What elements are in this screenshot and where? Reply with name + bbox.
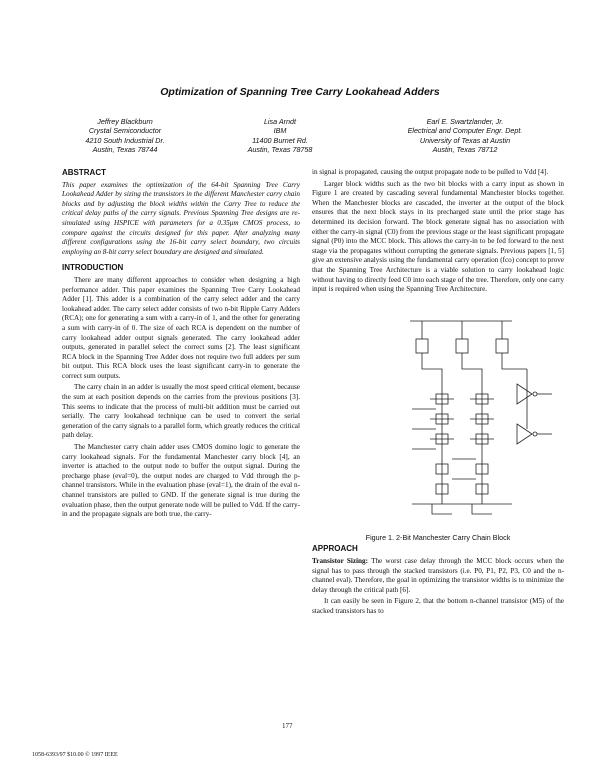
abstract-heading: ABSTRACT (62, 168, 106, 177)
approach-paragraph-1 (312, 557, 564, 595)
figure-1 (312, 299, 564, 531)
left-column (62, 168, 300, 520)
page-number: 177 (282, 722, 293, 730)
transistor-sizing-runin: Transistor Sizing: (312, 556, 369, 565)
author-1-affiliation: Crystal Semiconductor (88, 126, 162, 136)
approach-paragraph-2: It can easily be seen in Figure 2, that the bottom n-channel transistor (M5) of the stacked transistors has to (312, 597, 564, 615)
abstract-text: This paper examines the optimization of the 64-bit Spanning Tree Carry Lookahead Adder by sizing the transistors in the different Manchester carry chain blocks and by adjusting the block widths within the Carry Tree to reduce the critical delay paths of the carry signals. Previous Spanning Tree designs are re-simulated using HSPICE with parameters for a 0.35μm CMOS process, to compare against the circuits designed for this paper. After analyzing many different configurations using the 16-bit carry select boundary, two circuits employing an 8-bit carry select boundary are designed and simulated. (62, 180, 300, 256)
copyright-footer: 1058-6393/97 $10.00 © 1997 IEEE (32, 752, 118, 758)
author-2-name: Lisa Arndt (263, 117, 297, 126)
intro-paragraph-3: The Manchester carry chain adder uses CMOS domino logic to generate the carry lookahead signals. For the fundamental Manchester carry block [4], an inverter is attached to the output node to buffer the output signal. During the precharge phase (eval=0), the output nodes are charged to Vdd through the p-channel transistors. While in the evaluation phase (eval=1), the drain of the eval n-channel transistors are pulled to GND. If the generate signal is true during the evaluation phase, then the output generate node will be pulled to Vdd. If the carry-in and the propagate signals are both true, the carry- (62, 443, 300, 519)
right-paragraph-1: in signal is propagated, causing the output propagate node to be pulled to Vdd [4]. (312, 168, 549, 176)
author-3-affiliation: Electrical and Computer Engr. Dept. (407, 126, 523, 136)
author-1-address: 4210 South Industrial Dr. (85, 135, 165, 145)
paper-title: Optimization of Spanning Tree Carry Lookahead Adders (160, 86, 440, 98)
approach-heading: APPROACH (312, 544, 358, 554)
author-3-city: Austin, Texas 78712 (432, 144, 498, 154)
author-2-address: 11400 Burnet Rd. (252, 135, 308, 145)
intro-paragraph-1: There are many different approaches to consider when designing a high performance adder. This paper examines the Spanning Tree Carry Lookahead Adder [1]. This adder is a combination of the carry select adder and the carry lookahead adder. The carry select adder consists of two n-bit Ripple Carry Adders (RCA); one for generating a sum with a carry-in of 1, and the other for generating a sum with carry-in of 0. The size of each RCA is dependent on the number of carry lookahead adder output signals generated. The carry lookahead adder outputs, generated in parallel select the correct sums [2]. The least significant RCA block in the Spanning Tree Adder does not require two full adders per sum bit output. This RCA block uses the least significant carry-in to generate the correct sum outputs. (62, 275, 300, 380)
author-2-affiliation: IBM (273, 126, 287, 136)
figure-1-caption: Figure 1. 2-Bit Manchester Carry Chain Block (365, 532, 511, 542)
author-2 (230, 117, 330, 154)
manchester-circuit-diagram (312, 299, 564, 531)
author-1-name: Jeffrey Blackburn (97, 117, 153, 126)
right-column (312, 168, 564, 616)
introduction-heading: INTRODUCTION (62, 263, 124, 273)
author-3-name: Earl E. Swartzlander, Jr. (426, 117, 504, 126)
author-3 (390, 117, 540, 154)
intro-paragraph-2: The carry chain in an adder is usually the most speed critical element, because the sum at each position depends on the carries from the previous positions [3]. This seems to indicate that the process of multi-bit addition must be carried out serially. The carry lookahead technique can be used to convert the serial generation of the carry signals to a parallel form, which greatly reduces the critical path delay. (62, 383, 300, 440)
author-1 (60, 117, 190, 154)
author-2-city: Austin, Texas 78758 (247, 144, 313, 154)
author-3-address: University of Texas at Austin (419, 135, 511, 145)
approach-text: The worst case delay through the MCC block occurs when the signal has to pass through the stacked transistors (i.e. P0, P1, P2, P3, C0 and the n-channel eval). Therefore, the goal in optimizing the transistor widths is to minimize the delay through the critical path [6]. (312, 556, 564, 594)
author-1-city: Austin, Texas 78744 (92, 144, 158, 154)
right-paragraph-2: Larger block widths such as the two bit blocks with a carry input as shown in Figure 1 are created by cascading several fundamental Manchester blocks together. When the Manchester blocks are cascaded, the inverter at the output of the block ensures that the next block stays in its precharged state until the prior stage has determined its decision forward. The block generate signal has no association with either the carry-in signal (C0) from the previous stage or the least significant propagate signal (P0) into the MCC block. This allows the carry-in to be fed forward to the next stage via the propagates without corrupting the generate signals. Previous papers [1, 5] give an extensive analysis using the fundamental carry operation (fco) concept to prove that the Spanning Tree Architecture is a viable solution to carry lookahead logic without having to directly feed C0 into each stage of the tree. Therefore, only one carry input is required when using the Spanning Tree Architecture. (312, 179, 564, 294)
